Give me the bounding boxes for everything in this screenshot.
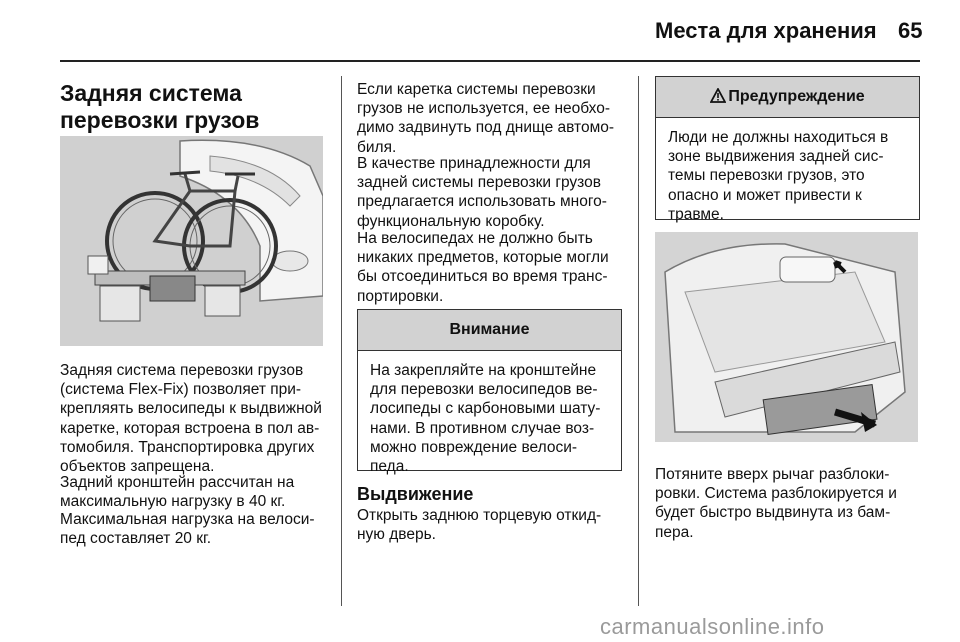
warning-text: Люди не должны находиться в зоне выдвижения задней сис-темы перевозки грузов, это опасно и может привести к травме. — [668, 129, 889, 223]
warning-triangle-icon — [710, 79, 726, 119]
bike-carrier-illustration — [60, 136, 323, 346]
middle-paragraph-2: В качестве принадлежности для задней системы перевозки грузов предлагается использовать много-функциональную коробку. — [357, 155, 607, 230]
header-divider — [60, 60, 920, 62]
left-paragraph-2: Задний кронштейн рассчитан на максимальную нагрузку в 40 кг. — [60, 474, 295, 511]
middle-paragraph-3: На велосипедах не должно быть никаких предметов, которые могли бы отсоединиться во время транс-портировки. — [357, 230, 609, 305]
left-paragraph-3: Максимальная нагрузка на велоси-пед составляет 20 кг. — [60, 511, 315, 548]
warning-header — [656, 77, 919, 118]
section-title: Задняя система перевозки грузов — [60, 80, 260, 133]
subheading-extension: Выдвижение — [357, 484, 474, 504]
column-divider-1 — [341, 76, 342, 606]
warning-heading: Предупреждение — [728, 88, 865, 105]
watermark: carmanualsonline.info — [600, 614, 825, 639]
page-header-title: Места для хранения — [655, 18, 877, 43]
right-paragraph: Потяните вверх рычаг разблоки-ровки. Система разблокируется и будет быстро выдвинута из бам-пера. — [655, 466, 897, 541]
warning-box — [655, 76, 920, 223]
middle-subtext: Открыть заднюю торцевую откид-ную дверь. — [357, 507, 602, 544]
trunk-drawing — [655, 232, 918, 442]
caution-text: На закрепляйте на кронштейне для перевозки велосипедов ве-лосипеды с карбоновыми шату-нами. В противном случае воз-можно повреждение велоси-педа. — [370, 362, 601, 476]
caution-heading: Внимание — [358, 310, 621, 351]
bike-carrier-drawing — [60, 136, 323, 346]
trunk-release-illustration — [655, 232, 918, 442]
caution-box — [357, 309, 622, 476]
column-divider-2 — [638, 76, 639, 606]
left-paragraph-1: Задняя система перевозки грузов (система Flex-Fix) позволяет при-крепляять велосипеды к выдвижной каретке, которая встроена в пол ав-томобиля. Транспортировка других объектов запрещена. — [60, 362, 322, 476]
page-number: 65 — [898, 18, 923, 43]
middle-paragraph-1: Если каретка системы перевозки грузов не используется, ее необхо-димо задвинуть под днище автомо-биля. — [357, 81, 615, 156]
